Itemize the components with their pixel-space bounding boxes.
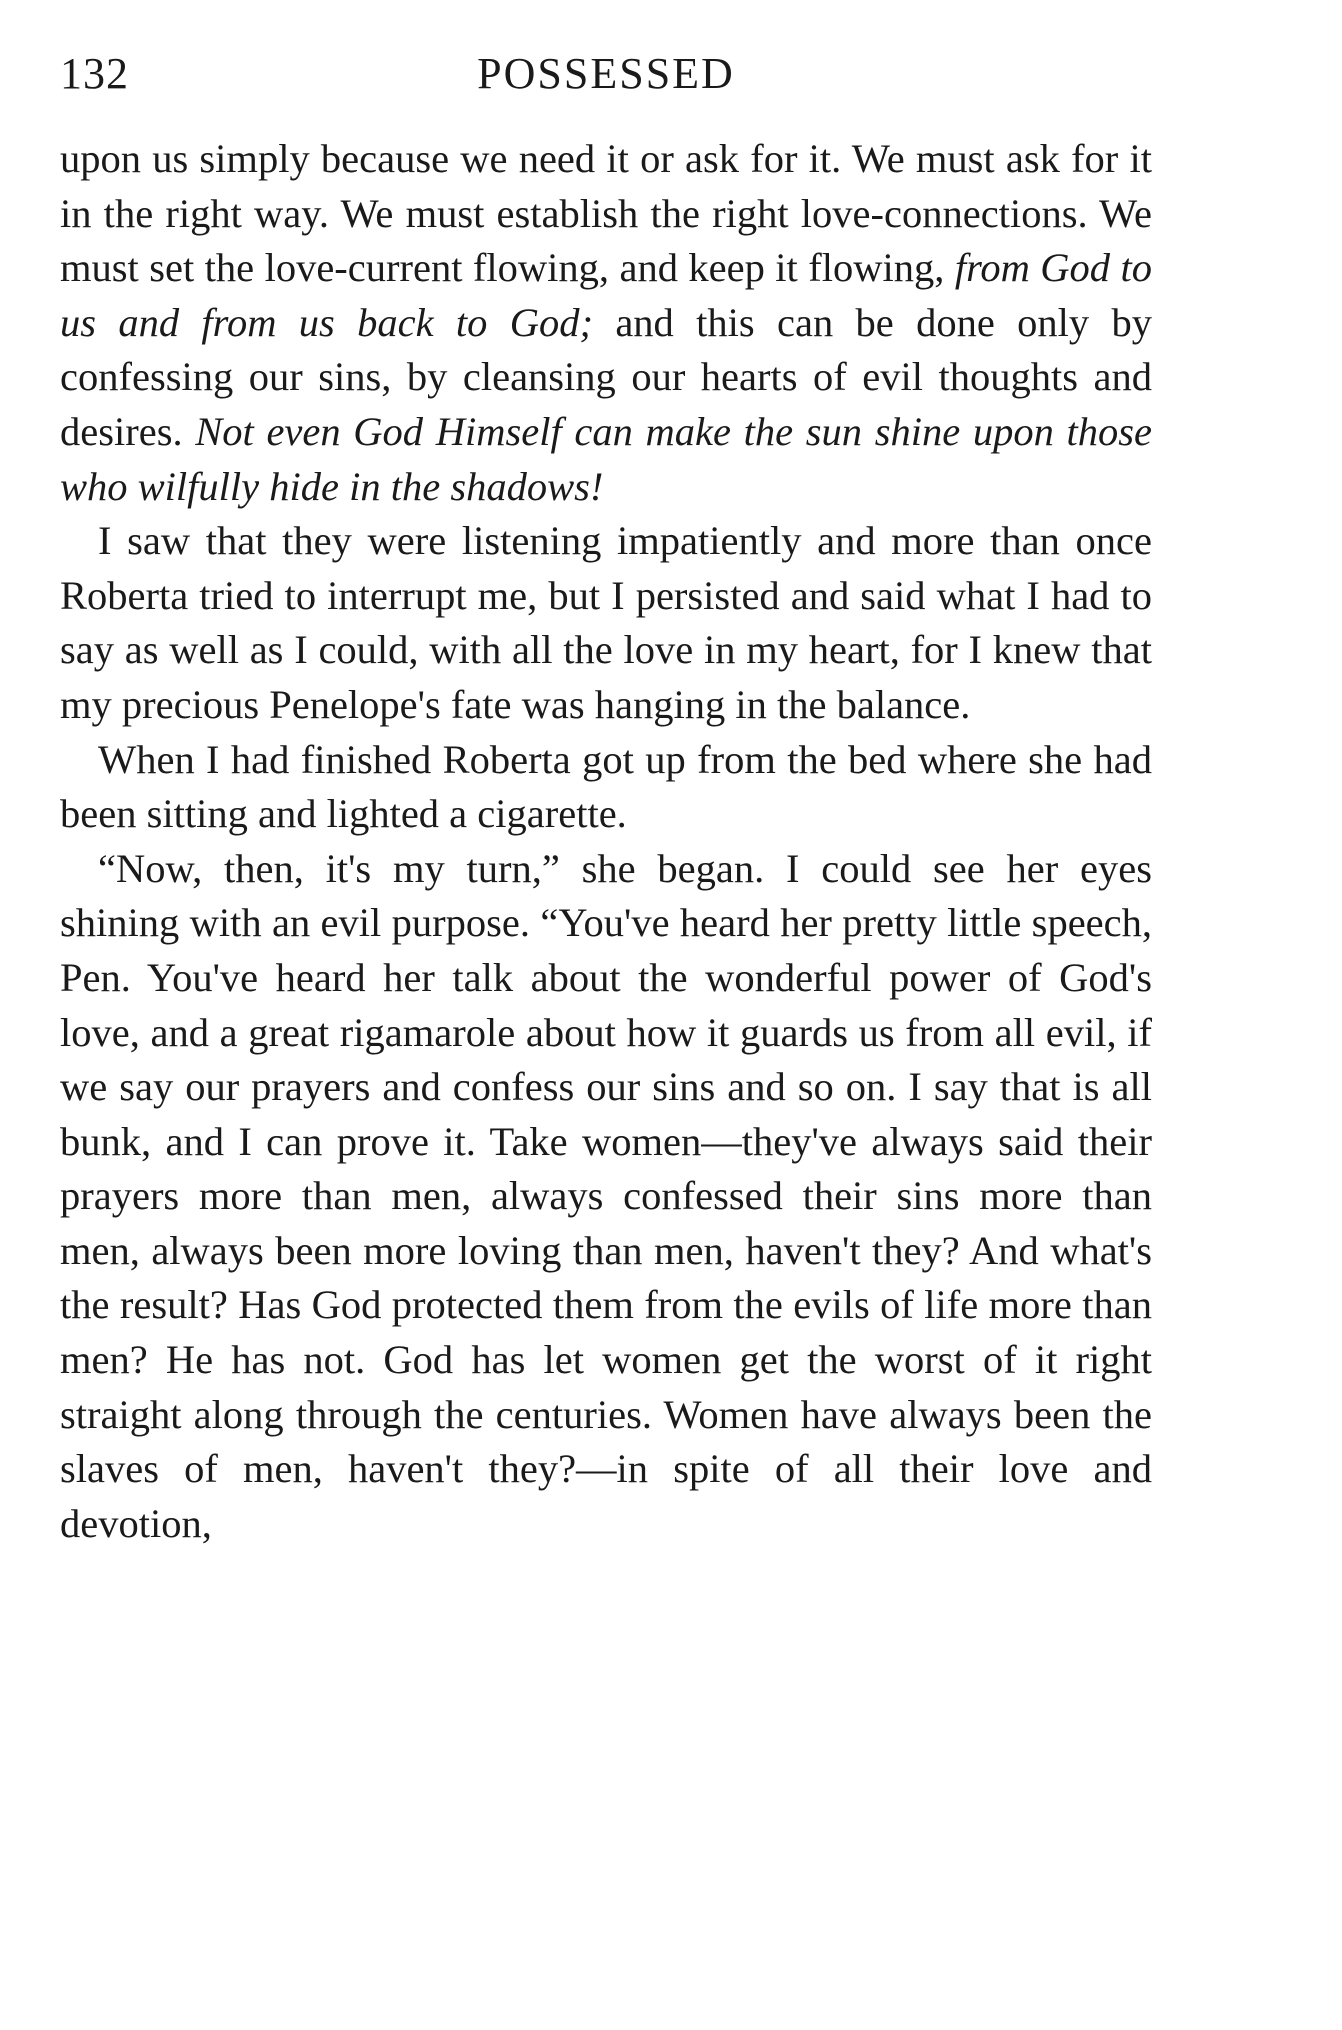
text-span: “Now, then, it's my turn,” she began. I could see her eyes shining with an evil purpose. “You've heard her pretty little speech, Pen. You've heard her talk about the wonderful power of God's love, and a great rigamarole about how it guards us from all evil, if we say our prayers and confess our sins and so on. I say that is all bunk, and I can prove it. Take women—they've always said their prayers more than men, always confessed their sins more than men, always been more loving than men, haven't they? And what's the result? Has God protected them from the evils of life more than men? He has not. God has let women get the worst of it right straight along through the centuries. Women have always been the slaves of men, haven't they?—in spite of all their love and devotion, [60, 845, 1152, 1546]
paragraph-1 [60, 132, 1152, 514]
text-span: When I had finished Roberta got up from the bed where she had been sitting and lighted a cigarette. [60, 736, 1152, 837]
text-span: and this can be done only by confessing our sins, by cleansing our hearts of evil thoughts and desires. [60, 299, 1153, 454]
text-span: I saw that they were listening impatiently and more than once Roberta tried to interrupt me, but I persisted and said what I had to say as well as I could, with all the love in my heart, for I knew that my precious Penelope's fate was hanging in the balance. [60, 518, 1152, 727]
paragraph-4 [60, 842, 1152, 1552]
paragraph-3 [60, 733, 1152, 842]
body-text [60, 132, 1152, 1551]
running-title: POSSESSED [477, 49, 735, 98]
paragraph-2 [60, 514, 1152, 732]
page-number: 132 [60, 49, 129, 98]
italic-span: Not even God Himself can make the sun shine upon those who wilfully hide in the shadows! [60, 408, 1152, 509]
text-span: upon us simply because we need it or ask for it. We must ask for it in the right way. We must establish the right love-connections. We must set the love-current flowing, and keep it flowing, [60, 136, 1152, 291]
italic-span: from God to us and from us back to God; [60, 245, 1152, 345]
page-header [60, 48, 1152, 112]
